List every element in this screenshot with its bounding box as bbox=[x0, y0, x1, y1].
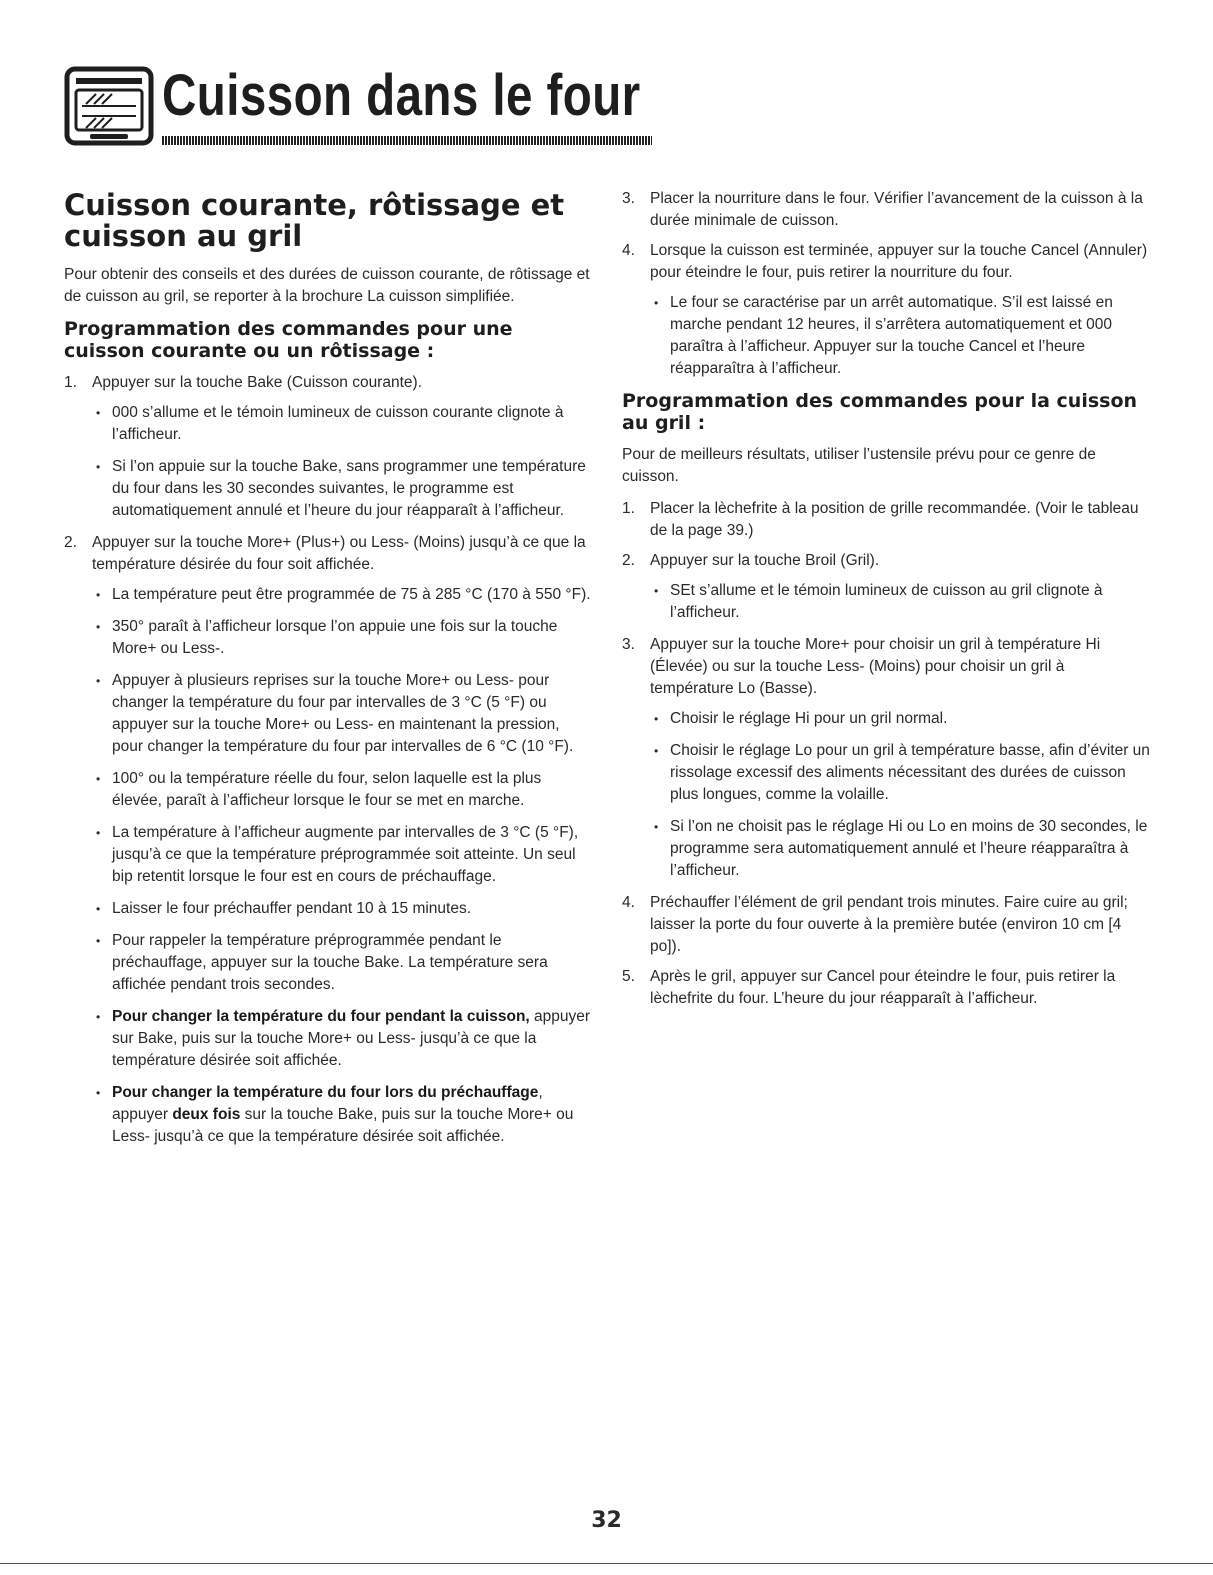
step-number: 5. bbox=[622, 968, 635, 985]
bullet-item: • Si l’on appuie sur la touche Bake, sans programmer une température du four dans les 30 secondes suivantes, le programme est automatiquement annulé et l’heure du jour réapparaît à l’afficheur. bbox=[92, 456, 594, 522]
bullet-item: • Pour rappeler la température préprogrammée pendant le préchauffage, appuyer sur la touche Bake. La température sera affichée pendant trois secondes. bbox=[92, 930, 594, 996]
step-number: 3. bbox=[622, 190, 635, 207]
bullet-item: • 000 s’allume et le témoin lumineux de cuisson courante clignote à l’afficheur. bbox=[92, 402, 594, 446]
bullet-list bbox=[650, 708, 1152, 882]
broil-step-3 bbox=[622, 634, 1152, 882]
bake-step-2 bbox=[64, 532, 594, 1148]
bullet-item: • SEt s’allume et le témoin lumineux de cuisson au gril clignote à l’afficheur. bbox=[650, 580, 1152, 624]
broil-step-1 bbox=[622, 498, 1152, 542]
page-header bbox=[64, 56, 641, 156]
bullet-item: • Le four se caractérise par un arrêt automatique. S’il est laissé en marche pendant 12 heures, il s’arrêtera automatiquement et 000 paraîtra à l’afficheur. Appuyer sur la touche Cancel et l’heure réapparaîtra à l’afficheur. bbox=[650, 292, 1152, 380]
bake-step-4 bbox=[622, 240, 1152, 380]
bullet-rest: sur la touche Bake, puis sur la touche More+ ou Less- jusqu’à ce que la température désirée soit affichée. bbox=[112, 1106, 574, 1145]
bake-step-1 bbox=[64, 372, 594, 522]
bullet-item bbox=[92, 1082, 594, 1148]
bullet-item: • La température peut être programmée de 75 à 285 °C (170 à 550 °F). bbox=[92, 584, 594, 606]
bullet-item: • Si l’on ne choisit pas le réglage Hi ou Lo en moins de 30 secondes, le programme sera automatiquement annulé et l’heure réapparaîtra à l’afficheur. bbox=[650, 816, 1152, 882]
step-number: 1. bbox=[64, 374, 77, 391]
left-column bbox=[64, 190, 594, 1158]
bold-emphasis: deux fois bbox=[172, 1106, 241, 1123]
broil-step-4 bbox=[622, 892, 1152, 958]
broil-heading: Programmation des commandes pour la cuisson au gril : bbox=[622, 390, 1138, 434]
step-number: 4. bbox=[622, 242, 635, 259]
bullet-mid: , appuyer bbox=[112, 1084, 543, 1123]
header-title: Cuisson dans le four bbox=[162, 63, 641, 128]
intro-paragraph: Pour obtenir des conseils et des durées de cuisson courante, de rôtissage et de cuisson au gril, se reporter à la brochure La cuisson simplifiée. bbox=[64, 266, 590, 305]
bullet-list bbox=[92, 402, 594, 522]
bold-lead: Pour changer la température du four lors du préchauffage bbox=[112, 1084, 539, 1101]
step-text: Préchauffer l’élément de gril pendant trois minutes. Faire cuire au gril; laisser la porte du four ouverte à la première butée (environ 10 cm [4 po]). bbox=[650, 894, 1128, 955]
page-number: 32 bbox=[591, 1508, 622, 1533]
bullet-item: • 100° ou la température réelle du four, selon laquelle est la plus élevée, paraît à l’afficheur lorsque le four se met en marche. bbox=[92, 768, 594, 812]
broil-step-5 bbox=[622, 966, 1152, 1010]
bullet-list bbox=[650, 580, 1152, 624]
bullet-item bbox=[92, 1006, 594, 1072]
broil-step-2 bbox=[622, 550, 1152, 624]
bullet-list bbox=[650, 292, 1152, 380]
step-number: 2. bbox=[64, 534, 77, 551]
header-underline bbox=[162, 136, 652, 145]
oven-icon bbox=[64, 66, 154, 146]
bake-steps bbox=[64, 372, 594, 1148]
step-text: Placer la lèchefrite à la position de grille recommandée. (Voir le tableau de la page 39.) bbox=[650, 500, 1139, 539]
bullet-item: • La température à l’afficheur augmente par intervalles de 3 °C (5 °F), jusqu’à ce que la température préprogrammée soit atteinte. Un seul bip retentit lorsque le four est en cours de préchauffage. bbox=[92, 822, 594, 888]
step-text: Lorsque la cuisson est terminée, appuyer sur la touche Cancel (Annuler) pour éteindre le four, puis retirer la nourriture du four. bbox=[650, 242, 1148, 281]
bullet-item: • Laisser le four préchauffer pendant 10 à 15 minutes. bbox=[92, 898, 594, 920]
bullet-item: • 350° paraît à l’afficheur lorsque l’on appuie une fois sur la touche More+ ou Less-. bbox=[92, 616, 594, 660]
step-text: Appuyer sur la touche Broil (Gril). bbox=[650, 552, 880, 569]
step-text: Après le gril, appuyer sur Cancel pour éteindre le four, puis retirer la lèchefrite du four. L’heure du jour réapparaît à l’afficheur. bbox=[650, 968, 1116, 1007]
right-column bbox=[622, 188, 1152, 1018]
section-title: Cuisson courante, rôtissage et cuisson au gril bbox=[64, 188, 565, 253]
step-text: Appuyer sur la touche Bake (Cuisson courante). bbox=[92, 374, 422, 391]
broil-steps bbox=[622, 498, 1152, 1010]
step-text: Placer la nourriture dans le four. Vérifier l’avancement de la cuisson à la durée minimale de cuisson. bbox=[650, 190, 1143, 229]
step-number: 4. bbox=[622, 894, 635, 911]
step-number: 2. bbox=[622, 552, 635, 569]
step-number: 1. bbox=[622, 500, 635, 517]
step-text: Appuyer sur la touche More+ (Plus+) ou Less- (Moins) jusqu’à ce que la température désirée du four soit affichée. bbox=[92, 534, 586, 573]
bake-heading: Programmation des commandes pour une cuisson courante ou un rôtissage : bbox=[64, 318, 513, 362]
bullet-rest: appuyer sur Bake, puis sur la touche More+ ou Less- jusqu’à ce que la température désirée soit affichée. bbox=[112, 1008, 591, 1069]
step-number: 3. bbox=[622, 636, 635, 653]
bullet-item: • Choisir le réglage Lo pour un gril à température basse, afin d’éviter un rissolage excessif des aliments nécessitant des durées de cuisson plus longues, comme la volaille. bbox=[650, 740, 1152, 806]
bold-lead: Pour changer la température du four pendant la cuisson, bbox=[112, 1008, 530, 1025]
broil-intro: Pour de meilleurs résultats, utiliser l’ustensile prévu pour ce genre de cuisson. bbox=[622, 446, 1096, 485]
step-text: Appuyer sur la touche More+ pour choisir un gril à température Hi (Élevée) ou sur la touche Less- (Moins) pour choisir un gril à température Lo (Basse). bbox=[650, 636, 1101, 697]
bullet-item: • Choisir le réglage Hi pour un gril normal. bbox=[650, 708, 1152, 730]
bottom-rule bbox=[0, 1563, 1213, 1564]
bake-steps-continued bbox=[622, 188, 1152, 380]
bullet-list bbox=[92, 584, 594, 1148]
bullet-item: • Appuyer à plusieurs reprises sur la touche More+ ou Less- pour changer la température du four par intervalles de 3 °C (5 °F) ou appuyer sur la touche More+ ou Less- en maintenant la pression, pour changer la température du four par intervalles de 6 °C (10 °F). bbox=[92, 670, 594, 758]
bake-step-3 bbox=[622, 188, 1152, 232]
